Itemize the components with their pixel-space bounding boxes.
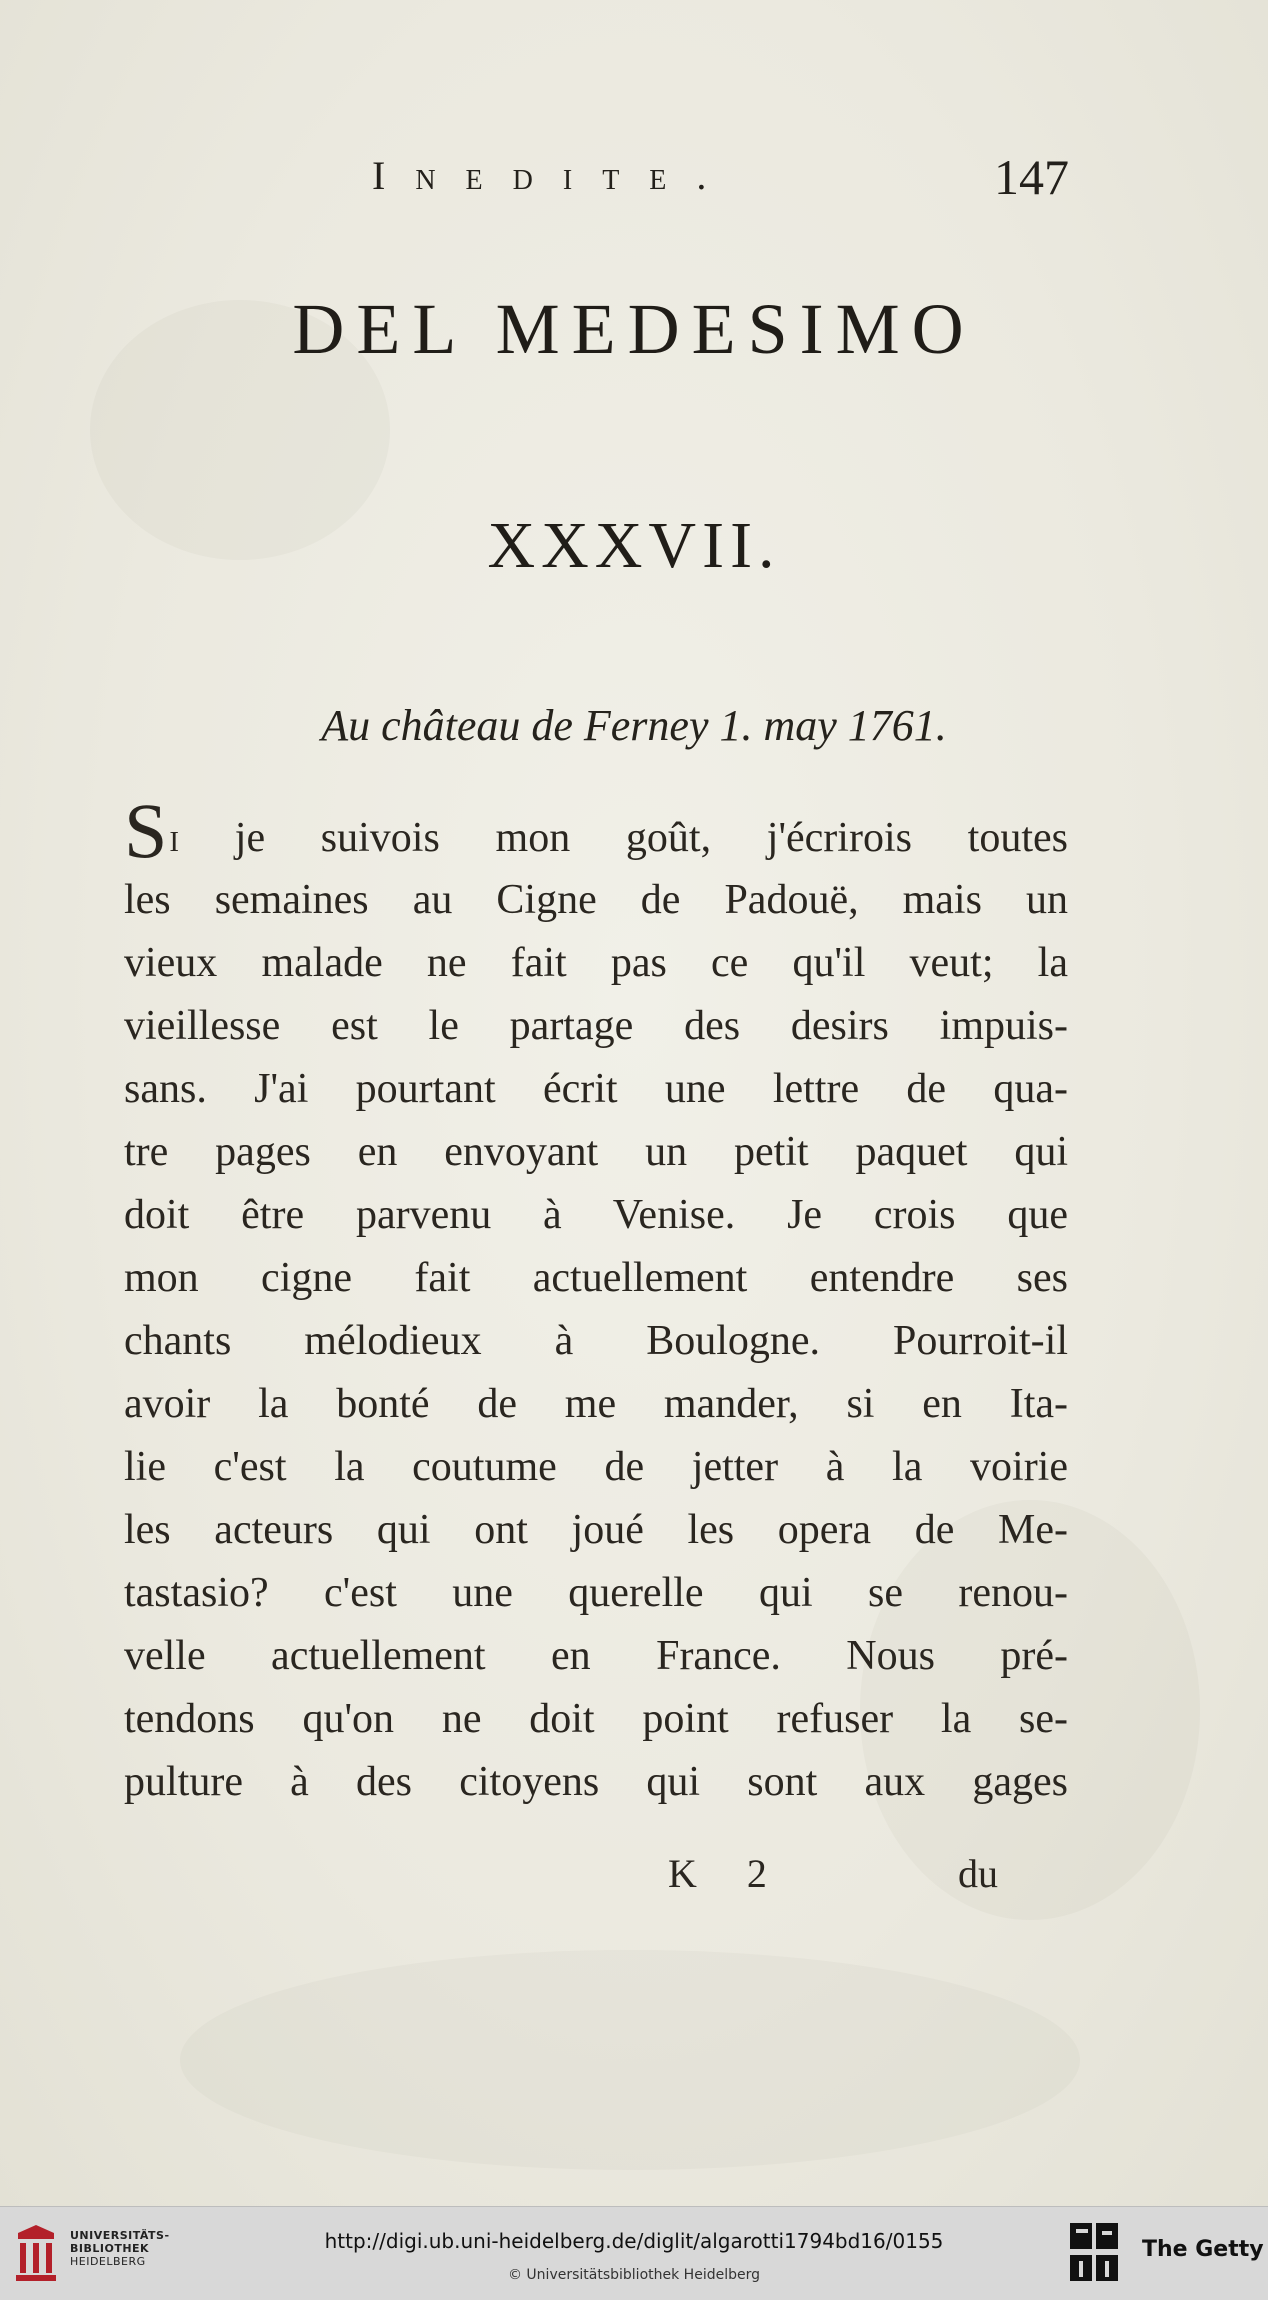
library-name-line: BIBLIOTHEK <box>70 2242 150 2255</box>
getty-name: The Getty <box>1142 2237 1264 2262</box>
library-name-line: UNIVERSITÄTS- <box>70 2229 170 2242</box>
text-line: les acteurs qui ont joué les opera de Me- <box>124 1507 1068 1553</box>
text-line: vieux malade ne fait pas ce qu'il veut; la <box>124 940 1068 986</box>
letter-number: XXXVII. <box>487 509 781 582</box>
text-line: sans. J'ai pourtant écrit une lettre de qua- <box>124 1066 1068 1112</box>
text-line: doit être parvenu à Venise. Je crois que <box>124 1192 1068 1238</box>
running-title: Inedite. <box>372 153 737 198</box>
text-line: pulture à des citoyens qui sont aux gages <box>124 1759 1068 1805</box>
section-title: DEL MEDESIMO <box>292 289 976 369</box>
running-head <box>0 148 1268 208</box>
text-line: tendons qu'on ne doit point refuser la se- <box>124 1696 1068 1742</box>
permalink-link[interactable]: http://digi.ub.uni-heidelberg.de/diglit/algarotti1794bd16/0155 <box>324 2229 944 2253</box>
text-line: les semaines au Cigne de Padouë, mais un <box>124 877 1068 923</box>
text-line: mon cigne fait actuellement entendre ses <box>124 1255 1068 1301</box>
page-number: 147 <box>994 149 1069 205</box>
dateline: Au château de Ferney 1. may 1761. <box>321 701 947 750</box>
signature-line <box>0 1850 1268 1910</box>
text-line: lie c'est la coutume de jetter à la voirie <box>124 1444 1068 1490</box>
text-line <box>124 787 1068 874</box>
letter-body <box>124 787 1068 1814</box>
text-line: tastasio? c'est une querelle qui se renou- <box>124 1570 1068 1616</box>
library-name-line: HEIDELBERG <box>70 2255 146 2268</box>
text-line: velle actuellement en France. Nous pré- <box>124 1633 1068 1679</box>
catchword: du <box>958 1851 998 1896</box>
text-line: tre pages en envoyant un petit paquet qui <box>124 1129 1068 1175</box>
copyright-notice: © Universitätsbibliothek Heidelberg <box>507 2267 760 2283</box>
paper-stain <box>180 1950 1080 2170</box>
text-line: chants mélodieux à Boulogne. Pourroit-il <box>124 1318 1068 1364</box>
dropcap: S <box>124 787 168 874</box>
text-line-content: je suivois mon goût, j'écrirois toutes <box>179 815 1068 861</box>
signature-mark: K 2 <box>668 1851 787 1896</box>
getty-logo-icon <box>1068 2221 1120 2285</box>
text-line: vieillesse est le partage des desirs impuis- <box>124 1003 1068 1049</box>
viewer-footer <box>0 2206 1268 2300</box>
dropcap-rest: i <box>169 815 180 861</box>
text-line: avoir la bonté de me mander, si en Ita- <box>124 1381 1068 1427</box>
